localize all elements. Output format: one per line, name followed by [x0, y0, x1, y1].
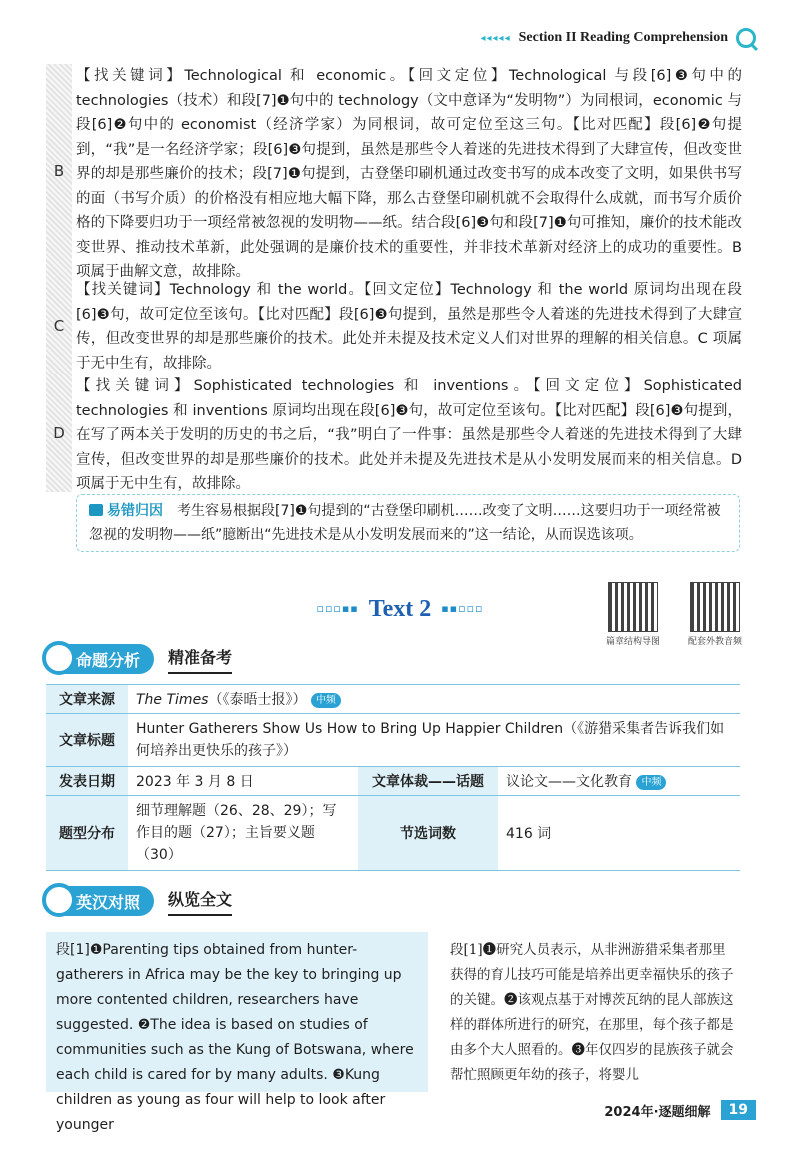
bilingual-pill-label: 英汉对照 [76, 892, 141, 912]
qtype-value: 细节理解题（26、28、29）；写作目的题（27）；主旨要义题（30） [128, 796, 358, 871]
page-number: 19 [721, 1100, 756, 1120]
source-label: 文章来源 [46, 685, 128, 714]
table-row [46, 714, 740, 767]
option-c-text: 【找关键词】Technology 和 the world。【回文定位】Technology 和 the world 原词均出现在段[6]❸句，故可定位至该句。【比对匹配】段[6]❸句提到，虽然是那些令人着迷的先进技术得到了大肆宣传，但改变世界的却是那些廉价的技术。此处并未提及技术定义人们对世界的理解的相关信息。C 项属于无中生有，故排除。 [76, 282, 742, 372]
chinese-passage: 段[1]❶研究人员表示，从非洲游猎采集者那里获得的育儿技巧可能是培养出更幸福快乐的孩子的关键。❷该观点基于对博茨瓦纳的昆人部族这样的群体所进行的研究，在那里，每个孩子都是由多个大人照看的。❸年仅四岁的昆族孩子就会帮忙照顾更年幼的孩子，将婴儿 [450, 942, 734, 1083]
bilingual-pill [46, 886, 154, 916]
date-label: 发表日期 [46, 767, 128, 796]
text2-right-decor: ▪▪▫▫▫ [441, 602, 484, 615]
bilingual-subtitle: 纵览全文 [168, 887, 232, 916]
qr1-label: 篇章结构导图 [605, 637, 660, 647]
words-label: 节选词数 [358, 796, 498, 871]
tip-icon [89, 504, 103, 516]
genre-label: 文章体裁——话题 [358, 767, 498, 796]
table-row [46, 767, 740, 796]
source-cn: （《泰晤士报》） [208, 692, 307, 708]
error-tip-box [76, 494, 740, 552]
source-value [128, 685, 740, 714]
title-label: 文章标题 [46, 714, 128, 767]
analysis-section-head [46, 644, 232, 674]
page-header [481, 28, 757, 48]
option-letter-d: D [46, 374, 72, 492]
qr-code-audio[interactable] [690, 582, 740, 632]
table-row [46, 685, 740, 714]
title-en: Hunter Gatherers Show Us How to Bring Up Happier Children [136, 721, 564, 737]
genre-value [498, 767, 740, 796]
tip-text: 考生容易根据段[7]❶句提到的“古登堡印刷机……改变了文明……这要归功于一项经常被忽视的发明物——纸”臆断出“先进技术是从小发明发展而来的”这一结论，从而误选该项。 [89, 503, 721, 543]
bilingual-section-head [46, 886, 232, 916]
text2-left-decor: ▫▫▫▪▪ [316, 602, 359, 615]
frequency-badge: 中频 [311, 693, 341, 708]
table-row [46, 796, 740, 871]
date-value: 2023 年 3 月 8 日 [128, 767, 358, 796]
search-circle-icon [42, 641, 76, 675]
title-cn: （《游猎采集者告诉我们如何培养出更快乐的孩子》） [136, 721, 725, 759]
text2-title: Text 2 [368, 596, 432, 622]
qtype-label: 题型分布 [46, 796, 128, 871]
analysis-subtitle: 精准备考 [168, 645, 232, 674]
title-value [128, 714, 740, 767]
tip-label: 易错归因 [107, 503, 163, 519]
option-c-block [46, 278, 742, 374]
analysis-pill [46, 644, 154, 674]
source-en: The Times [136, 692, 209, 708]
genre-text: 议论文——文化教育 [506, 774, 632, 790]
option-letter-b: B [46, 64, 72, 278]
english-passage: 段[1]❶Parenting tips obtained from hunter-gatherers in Africa may be the key to bringing up more contented children, researchers have suggested. ❷The idea is based on studies of communities such as the Kung of Botswana, where each child is cared for by many adults. ❸Kung children as young as four will help to look after younger [46, 932, 428, 1092]
option-letter-c: C [46, 278, 72, 374]
analysis-pill-label: 命题分析 [76, 650, 141, 670]
qr-code-structure[interactable] [608, 582, 658, 632]
search-circle-icon [42, 883, 76, 917]
option-d-text: 【找关键词】Sophisticated technologies 和 inventions。【回文定位】Sophisticated technologies 和 inventions 原词均出现在段[6]❸句，故可定位至该句。【比对匹配】段[6]❸句提到，在写了两本关于发明的历史的书之后，“我”明白了一件事：虽然是那些令人着迷的先进技术得到了大肆宣传，但改变世界的却是那些廉价的技术。此处并未提及先进技术是从小发明发展而来的相关信息。D 项属于无中生有，故排除。 [76, 378, 742, 492]
article-info-table [46, 684, 740, 871]
text2-heading [0, 596, 800, 623]
header-dots: ◂◂◂◂◂ [480, 32, 511, 44]
book-name: 2024年·逐题细解 [604, 1104, 711, 1120]
option-b-block [46, 64, 742, 278]
frequency-badge: 中频 [636, 775, 666, 790]
option-d-block [46, 374, 742, 492]
page-footer [604, 1100, 756, 1120]
qr2-label: 配套外教音频 [687, 637, 742, 647]
section-title: Section II Reading Comprehension [518, 30, 728, 45]
magnifier-q-icon [736, 28, 756, 48]
words-value: 416 词 [498, 796, 740, 871]
option-b-text: 【找关键词】Technological 和 economic。【回文定位】Technological 与段[6]❸句中的 technologies（技术）和段[7]❶句中的 technology（文中意译为“发明物”）为同根词，economic 与段[6]❷句中的 economist（经济学家）为同根词，故可定位至这三句。【比对匹配】段[6]❷句提到，“我”是一名经济学家；段[6]❸句提到，虽然是那些令人着迷的先进技术得到了大肆宣传，但改变世界的却是那些廉价的技术；段[7]❶句提到，古登堡印刷机通过改变书写的成本改变了文明，如果供书写的面（书写介质）的价格没有相应地大幅下降，那么古登堡印刷机就不会取得什么成就，而书写介质价格的下降要归功于一项经常被忽视的发明物——纸。结合段[6]❸句和段[7]❶句可推知，廉价的技术能改变世界、推动技术革新，此处强调的是廉价技术的重要性，并非技术革新对经济上的成功的重要性。B 项属于曲解文意，故排除。 [76, 68, 742, 280]
